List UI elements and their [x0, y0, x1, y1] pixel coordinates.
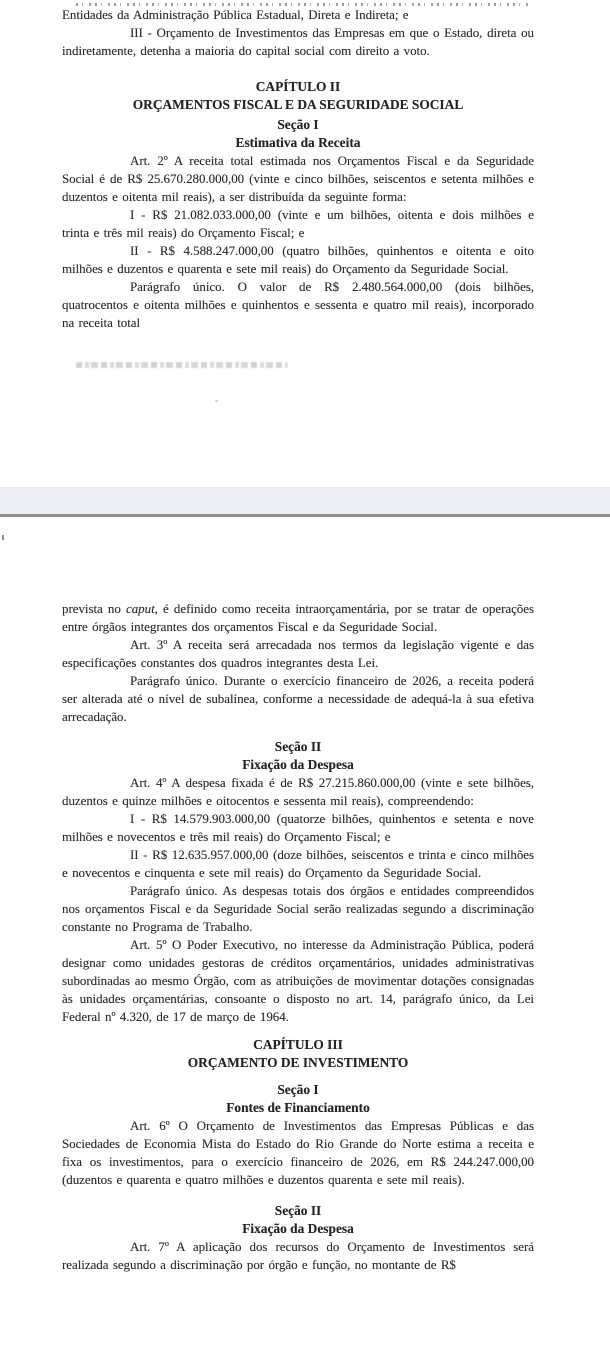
art-4-item-i: I - R$ 14.579.903.000,00 (quatorze bilhões, quinhentos e setenta e nove milhões e novecentos e três mil reais) do Orçamento Fiscal; e [62, 811, 534, 844]
chapter-3-label: CAPÍTULO III [253, 1037, 343, 1052]
chapter-2-label: CAPÍTULO II [255, 79, 341, 94]
chapter-3-title: ORÇAMENTO DE INVESTIMENTO [187, 1055, 409, 1070]
art-2-sole-paragraph: Parágrafo único. O valor de R$ 2.480.564.000,00 (dois bilhões, quatrocentos e oitenta milhões e quinhentos e sessenta e quatro mil reais), incorporado na receita total [62, 279, 534, 330]
section-1-title-ch3: Fontes de Financiamento [226, 1100, 370, 1115]
scan-edge-mark [2, 535, 4, 540]
document-page-1 [0, 0, 610, 487]
document-page-2 [0, 517, 610, 1356]
art-4-caput: Art. 4º A despesa fixada é de R$ 27.215.860.000,00 (vinte e sete bilhões, duzentos e quinze milhões e oitocentos e sessenta mil reais), compreendendo: [62, 775, 534, 808]
section-1-label-ch3: Seção I [277, 1082, 319, 1097]
caput-italic-word: caput [126, 601, 155, 616]
paragraph-entidades-continuation: Entidades da Administração Pública Estadual, Direta e Indireta; e [62, 7, 409, 22]
chapter-2-heading [62, 78, 534, 114]
section-2-label: Seção II [274, 739, 322, 754]
section-1-label: Seção I [277, 117, 319, 132]
section-1-heading [62, 116, 534, 152]
continuation-before-caput: prevista no [62, 601, 127, 616]
section-1-heading-ch3 [62, 1081, 534, 1117]
page-separator [0, 487, 610, 517]
section-2-heading [62, 738, 534, 774]
art-7-caput-clipped [62, 1238, 534, 1274]
section-2-heading-ch3 [62, 1202, 534, 1238]
item-iii-paragraph: III - Orçamento de Investimentos das Empresas em que o Estado, direta ou indiretamente, detenha a maioria do capital social com direito a voto. [62, 25, 534, 58]
art-3-caput: Art. 3º A receita será arrecadada nos termos da legislação vigente e das especificações constantes dos quadros integrantes desta Lei. [62, 637, 534, 670]
art-7-clipped-line: realizada segundo a discriminação por órgão e função, no montante de R$ [62, 1257, 456, 1272]
art-2-item-ii: II - R$ 4.588.247.000,00 (quatro bilhões, quinhentos e oitenta e oito milhões e duzentos e quarenta e sete mil reais) do Orçamento da Seguridade Social. [62, 243, 534, 276]
section-2-label-ch3: Seção II [274, 1203, 322, 1218]
scan-speck [215, 400, 218, 402]
art-4-sole-paragraph: Parágrafo único. As despesas totais dos órgãos e entidades compreendidos nos orçamentos Fiscal e da Seguridade Social serão realizadas segundo a discriminação constante no Programa de Trabalho. [62, 883, 534, 934]
section-1-title: Estimativa da Receita [235, 135, 361, 150]
section-2-title: Fixação da Despesa [242, 757, 354, 772]
paragraph-prevista-continuation [62, 600, 534, 636]
art-6-caput: Art. 6º O Orçamento de Investimentos das Empresas Públicas e das Sociedades de Economia Mista do Estado do Rio Grande do Norte estima a receita e fixa os investimentos, para o exercício financeiro de 2026, em R$ 244.247.000,00 (duzentos e quarenta e quatro milhões e duzentos quarenta e sete mil reais). [62, 1118, 534, 1187]
continuation-after-caput: , é definido como receita intraorçamentária, por se tratar de operações entre órgãos integrantes dos orçamentos Fiscal e da Seguridade Social. [62, 601, 534, 634]
art-5-caput: Art. 5º O Poder Executivo, no interesse da Administração Pública, poderá designar como unidades gestoras de créditos orçamentários, unidades administrativas subordinadas ao mesmo Órgão, com as atribuições de movimentar dotações consignadas às unidades orçamentárias, consoante o disposto no art. 14, parágrafo único, da Lei Federal nº 4.320, de 17 de março de 1964. [62, 937, 534, 1024]
chapter-3-heading [62, 1036, 534, 1072]
art-3-sole-paragraph: Parágrafo único. Durante o exercício financeiro de 2026, a receita poderá ser alterada até o nível de subalínea, conforme a necessidade de adequá-la à sua efetiva arrecadação. [62, 673, 534, 724]
section-2-title-ch3: Fixação da Despesa [242, 1221, 354, 1236]
chapter-2-title: ORÇAMENTOS FISCAL E DA SEGURIDADE SOCIAL [132, 97, 464, 112]
art-4-item-ii: II - R$ 12.635.957.000,00 (doze bilhões, seiscentos e trinta e cinco milhões e novecentos e cinquenta e sete mil reais) do Orçamento da Seguridade Social. [62, 847, 534, 880]
art-2-caput: Art. 2º A receita total estimada nos Orçamentos Fiscal e da Seguridade Social é de R$ 25.670.280.000,00 (vinte e cinco bilhões, seiscentos e setenta milhões e duzentos e oitenta mil reais), a ser distribuída da seguinte forma: [62, 153, 534, 204]
clipped-previous-line [76, 3, 528, 6]
art-7-first-line: Art. 7º A aplicação dos recursos do Orçamento de Investimentos será [130, 1239, 534, 1254]
art-2-item-i: I - R$ 21.082.033.000,00 (vinte e um bilhões, oitenta e dois milhões e trinta e três mil reais) do Orçamento Fiscal; e [62, 207, 534, 240]
bleed-through-marks [76, 362, 288, 368]
